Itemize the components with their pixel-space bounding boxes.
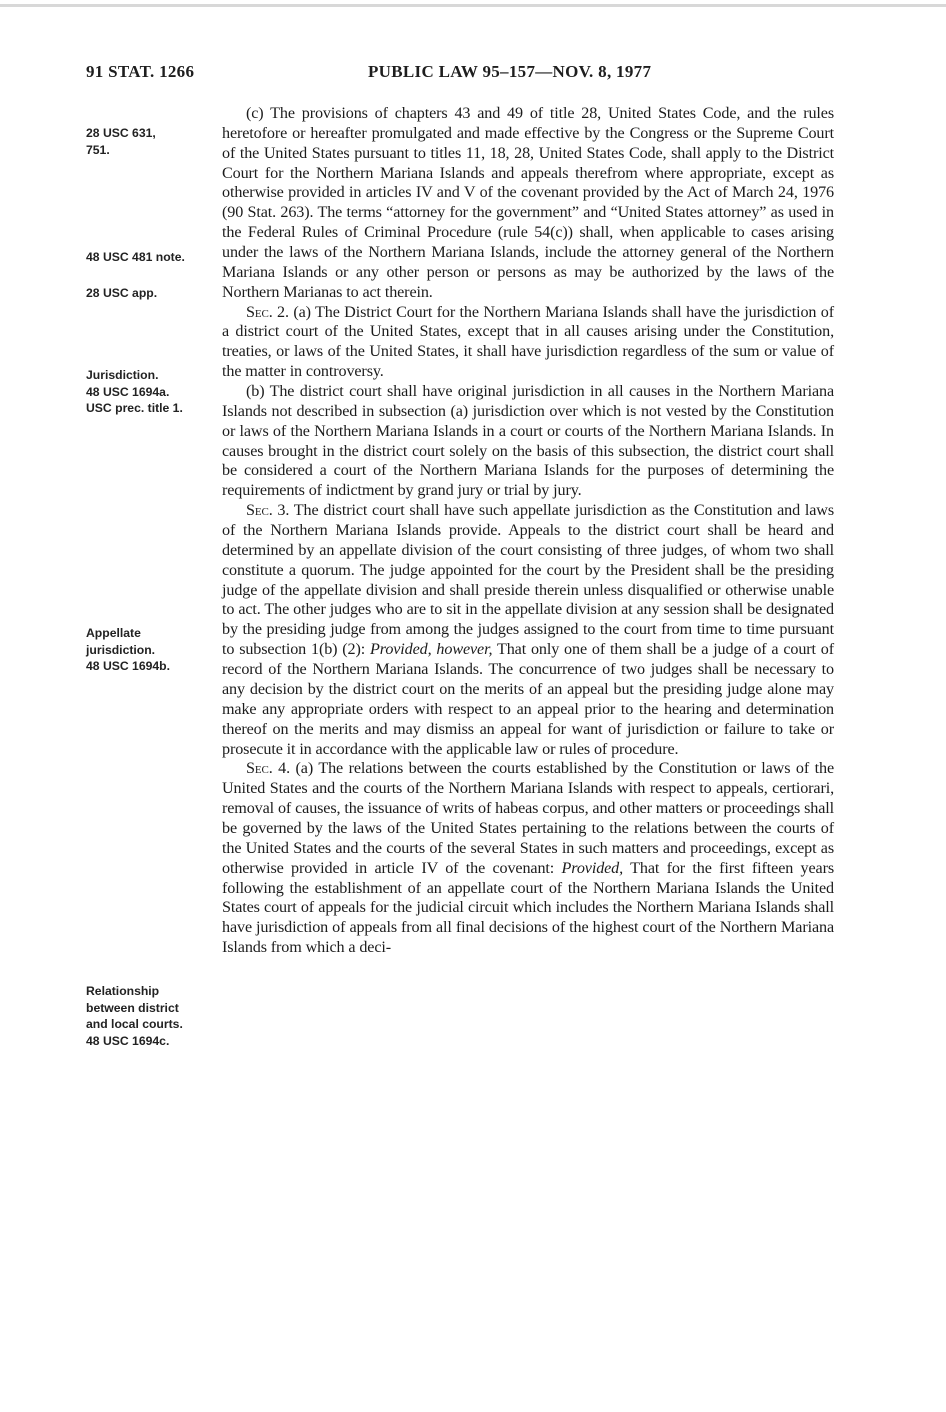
paragraph-text: . 3. The district court shall have such appellate jurisdiction as the Constitution and laws of the Northern Mariana Islands provide. Appeals to the district court shall be heard and determined by an appellate division of the court consisting of three judges, of whom two shall constitute a quorum. The judge appointed for the court by the President shall be the presiding judge of the appellate division and shall preside therein unless disqualified or otherwise unable to act. The other judges who are to sit in the appellate division at any session shall be designated by the presiding judge from among the judges assigned to the court from time to time pursuant to subsection 1(b) (2): (222, 502, 834, 659)
paragraph-sec4a (222, 759, 834, 958)
paragraph-text-continued: That only one of them shall be a judge of a court of record of the Northern Mariana Islands. The concurrence of two judges shall be necessary to any decision by the district court on the merits of an appeal but the presiding judge alone may make any appropriate orders with respect to an appeal prior to the hearing and determination thereof on the merits and may dismiss an appeal for want of jurisdiction or failure to take or prosecute it in accordance with the applicable law or rules of procedure. (222, 641, 834, 758)
paragraph-text-continued: That for the first fifteen years following the establishment of an appellate court of the Northern Mariana Islands the United States court of appeals for the judicial circuit which includes the Northern Mariana Islands shall have jurisdiction of appeals from all final decisions of the highest court of the Northern Mariana Islands from which a deci- (222, 859, 835, 957)
section-label: Sec (246, 502, 269, 520)
margin-note-line: 48 USC 1694b. (86, 659, 171, 674)
margin-note-line: Appellate (86, 626, 141, 640)
statute-citation: 91 STAT. 1266 (86, 62, 195, 81)
margin-note-line: 48 USC 1694a. (86, 384, 170, 399)
margin-note-line: 48 USC 481 note. (86, 250, 185, 264)
margin-note-line: Jurisdiction. (86, 368, 159, 382)
page-title: PUBLIC LAW 95–157—NOV. 8, 1977 (368, 62, 652, 81)
section-label: Sec (246, 760, 269, 778)
paragraph-1c (222, 104, 834, 303)
margin-note-line: USC prec. title 1. (86, 401, 183, 416)
margin-note-usc-app (86, 285, 221, 302)
statute-body (222, 104, 834, 958)
margin-note-line: 28 USC app. (86, 286, 158, 300)
margin-note-usc-631 (86, 125, 221, 158)
paragraph-text: . 4. (a) The relations between the courts established by the Constitution or laws of the United States and the courts of the Northern Mariana Islands with respect to appeals, certiorari, removal of causes, the issuance of writs of habeas corpus, and other matters or proceedings shall be governed by the laws of the United States pertaining to the relations between the courts of the United States and the courts of the several States in such matters and proceedings, except as otherwise provided in article IV of the covenant: (222, 760, 834, 877)
paragraph-text: (b) The district court shall have original jurisdiction in all causes in the Northern Mariana Islands not described in subsection (a) jurisdiction over which is not vested by the Constitution or laws of the Northern Mariana Islands in a court or courts of the Northern Mariana Islands. In causes brought in the district court solely on the basis of this subsection, the district court shall be considered a court of the Northern Mariana Islands for the purposes of determining the requirements of indictment by grand jury or trial by jury. (222, 383, 834, 500)
margin-note-line: and local courts. (86, 1017, 183, 1032)
margin-note-appellate-jurisdiction (86, 625, 221, 675)
paragraph-sec2a (222, 303, 834, 382)
margin-note-jurisdiction (86, 367, 221, 417)
paragraph-text: (c) The provisions of chapters 43 and 49 of title 28, United States Code, and the rules heretofore or hereafter promulgated and made effective by the Congress or the Supreme Court of the United States pursuant to titles 11, 18, 28, United States Code, shall apply to the District Court for the Northern Mariana Islands and appeals therefrom where appropriate, except as otherwise provided in articles IV and V of the covenant provided by the Act of March 24, 1976 (90 Stat. 263). The terms “attorney for the government” and “United States attorney” as used in the Federal Rules of Criminal Procedure (rule 54(c)) shall, when applicable to cases arising under the laws of the Northern Mariana Islands, include the attorney general of the Northern Mariana Islands or any other person or persons as may be authorized by the laws of the Northern Marianas to act therein. (222, 105, 834, 301)
paragraph-sec3 (222, 501, 834, 759)
margin-note-line: between district (86, 1000, 179, 1015)
paragraph-text: . 2. (a) The District Court for the Northern Mariana Islands shall have the jurisdiction of a district court of the United States, except that in all causes arising under the Constitution, treaties, or laws of the United States, it shall have jurisdiction regardless of the sum or value of the matter in controversy. (222, 303, 834, 381)
margin-note-line: 48 USC 1694c. (86, 1033, 170, 1048)
margin-note-line: 28 USC 631, (86, 126, 156, 140)
proviso-italic: Provided, however, (370, 641, 493, 659)
margin-note-usc-481 (86, 249, 221, 266)
page-edge-rule (0, 4, 946, 7)
proviso-italic: Provided, (561, 859, 624, 877)
margin-note-line: jurisdiction. (86, 642, 156, 657)
margin-note-line: Relationship (86, 984, 160, 998)
margin-note-line: 751. (86, 142, 110, 157)
paragraph-sec2b (222, 382, 834, 501)
margin-note-relationship (86, 983, 221, 1049)
section-label: Sec (246, 303, 269, 321)
